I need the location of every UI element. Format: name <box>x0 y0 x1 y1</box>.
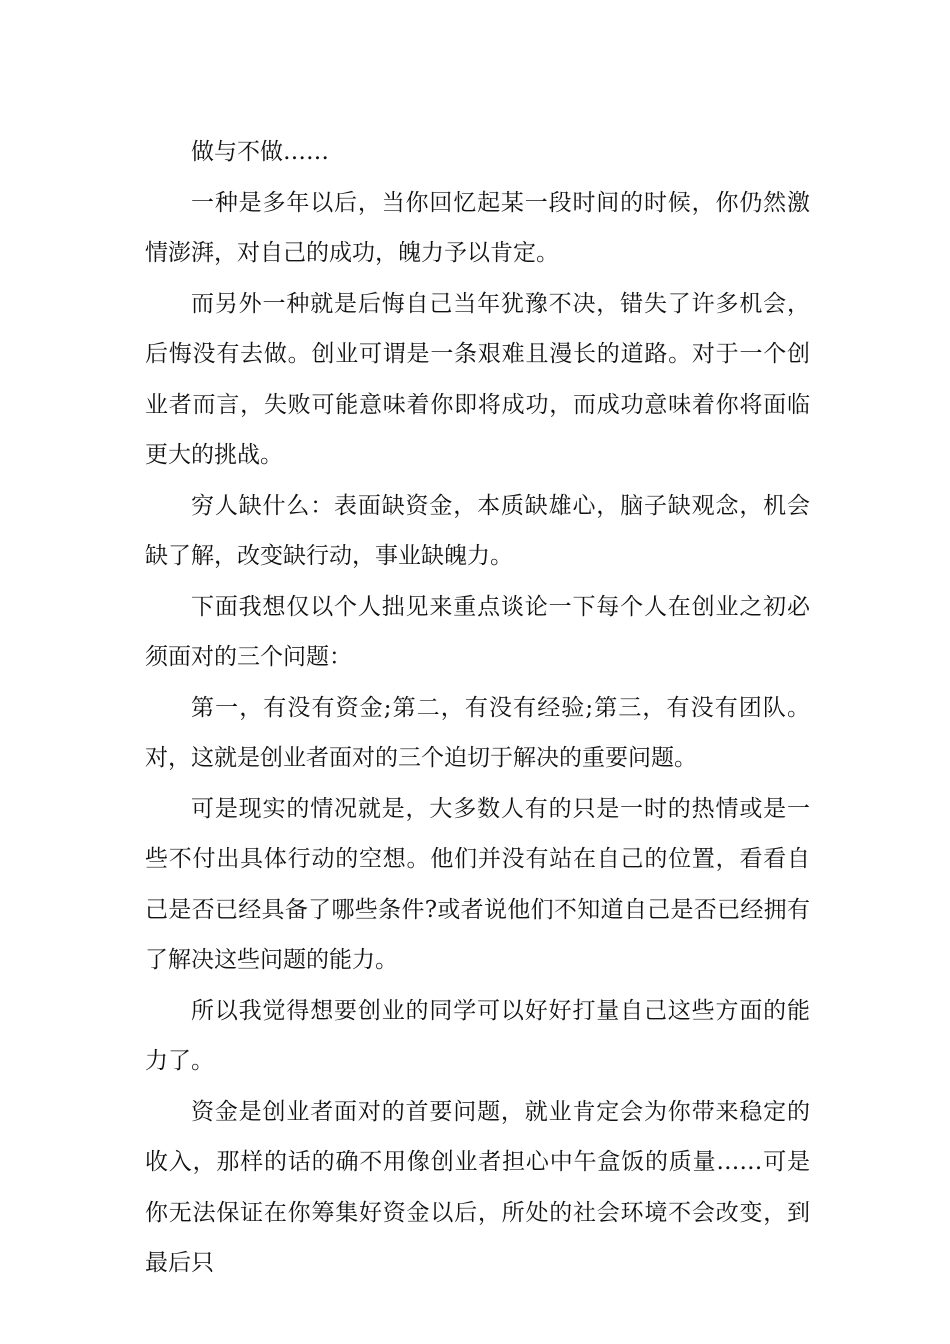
document-body <box>145 127 810 1289</box>
paragraph: 做与不做…… <box>191 139 329 165</box>
paragraph: 下面我想仅以个人拙见来重点谈论一下每个人在创业之初必须面对的三个问题： <box>145 593 810 670</box>
paragraph: 而另外一种就是后悔自己当年犹豫不决，错失了许多机会，后悔没有去做。创业可谓是一条艰难且漫长的道路。对于一个创业者而言，失败可能意味着你即将成功，而成功意味着你将面临更大的挑战。 <box>145 290 810 468</box>
paragraph: 一种是多年以后，当你回忆起某一段时间的时候，你仍然激情澎湃，对自己的成功，魄力予以肯定。 <box>145 189 810 266</box>
paragraph: 第一，有没有资金;第二，有没有经验;第三，有没有团队。对，这就是创业者面对的三个迫切于解决的重要问题。 <box>145 694 810 771</box>
paragraph: 资金是创业者面对的首要问题，就业肯定会为你带来稳定的收入，那样的话的确不用像创业者担心中午盒饭的质量……可是你无法保证在你筹集好资金以后，所处的社会环境不会改变，到最后只 <box>145 1098 810 1276</box>
paragraph: 穷人缺什么：表面缺资金，本质缺雄心，脑子缺观念，机会缺了解，改变缺行动，事业缺魄力。 <box>145 492 810 569</box>
paragraph: 可是现实的情况就是，大多数人有的只是一时的热情或是一些不付出具体行动的空想。他们并没有站在自己的位置，看看自己是否已经具备了哪些条件?或者说他们不知道自己是否已经拥有了解决这些问题的能力。 <box>145 795 810 973</box>
paragraph: 所以我觉得想要创业的同学可以好好打量自己这些方面的能力了。 <box>145 997 810 1074</box>
